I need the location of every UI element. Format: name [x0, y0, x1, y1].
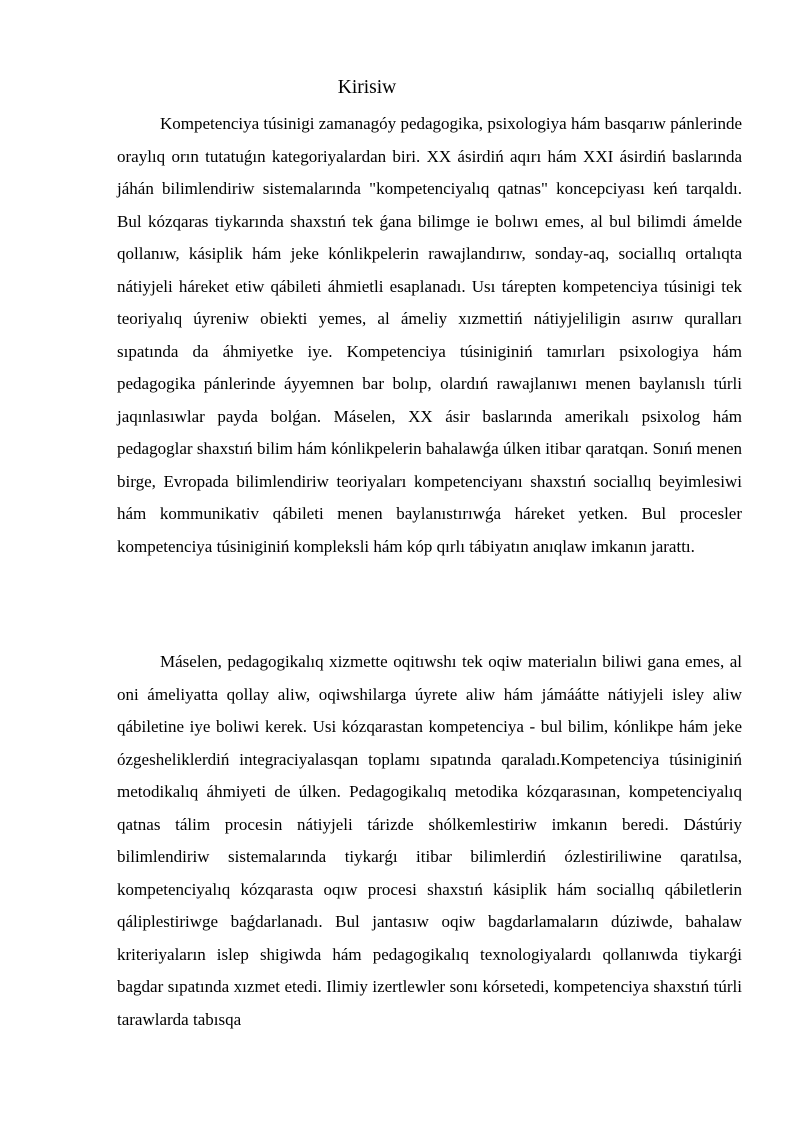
body-paragraph: Kompetenciya túsinigi zamanagóy pedagogika, psixologiya hám basqarıw pánlerinde oraylıq orın tutatuǵın kategoriyalardan biri. XX ásirdiń aqırı hám XXI ásirdiń baslarında jáhán bilimlendiriw sistemalarında "kompetenciyalıq qatnas" koncepciyası keń tarqaldı. Bul kózqaras tiykarında shaxstıń tek ǵana bilimge ie bolıwı emes, al bul bilimdi ámelde qollanıw, kásiplik hám jeke kónlikpelerin rawajlandırıw, sonday-aq, sociallıq ortalıqta nátiyjeli háreket etiw qábileti áhmietli esaplanadı. Usı tárepten kompetenciya túsinigi tek teoriyalıq úyreniw obiekti yemes, al ámeliy xızmettiń nátiyjeliligin asırıw quralları sıpatında da áhmiyetke iye. Kompetenciya túsiniginiń tamırları psixologiya hám pedagogika pánlerinde áyyemnen bar bolıp, olardıń rawajlanıwı menen baylanıslı túrli jaqınlasıwlar payda bolǵan. Máselen, XX ásir baslarında amerikalı psixolog hám pedagoglar shaxstıń bilim hám kónlikpelerin bahalawǵa úlken itibar qaratqan. Sonıń menen birge, Evropada bilimlendiriw teoriyaları kompetenciyanı shaxstıń sociallıq beyimlesiwi hám kommunikativ qábileti menen baylanıstırıwǵa háreket yetken. Bul procesler kompetenciya túsiniginiń kompleksli hám kóp qırlı tábiyatın anıqlaw imkanın jarattı.: [117, 114, 742, 556]
body-paragraph: Máselen, pedagogikalıq xizmette oqitıwshı tek oqiw materialın biliwi gana emes, al oni ámeliyatta qollay aliw, oqiwshilarga úyrete aliw hám jámáátte nátiyjeli isley aliw qábiletine iye boliwi kerek. Usi kózqarastan kompetenciya - bul bilim, kónlikpe hám jeke ózgesheliklerdiń integraciyalasqan toplamı sıpatında qaraladı.Kompetenciya túsiniginiń metodikalıq áhmiyeti de úlken. Pedagogikalıq metodika kózqarasınan, kompetenciyalıq qatnas tálim procesin nátiyjeli tárizde shólkemlestiriw imkanın beredi. Dástúriy bilimlendiriw sistemalarında tiykarǵı itibar bilimlerdiń ózlestiriliwine qaratılsa, kompetenciyalıq kózqarasta oqıw procesi shaxstıń kásiplik hám sociallıq qábiletlerin qáliplestiriwge baǵdarlanadı. Bul jantasıw oqiw bagdarlamaların dúziwde, bahalaw kriteriyaların islep shigiwda hám pedagogikalıq texnologiyalardı qollanıwda tiykarǵi bagdar sıpatında xızmet etedi. Ilimiy izertlewler sonı kórsetedi, kompetenciya shaxstıń túrli tarawlarda tabısqa: [117, 652, 742, 1029]
page-title: Kirisiw: [337, 77, 397, 98]
